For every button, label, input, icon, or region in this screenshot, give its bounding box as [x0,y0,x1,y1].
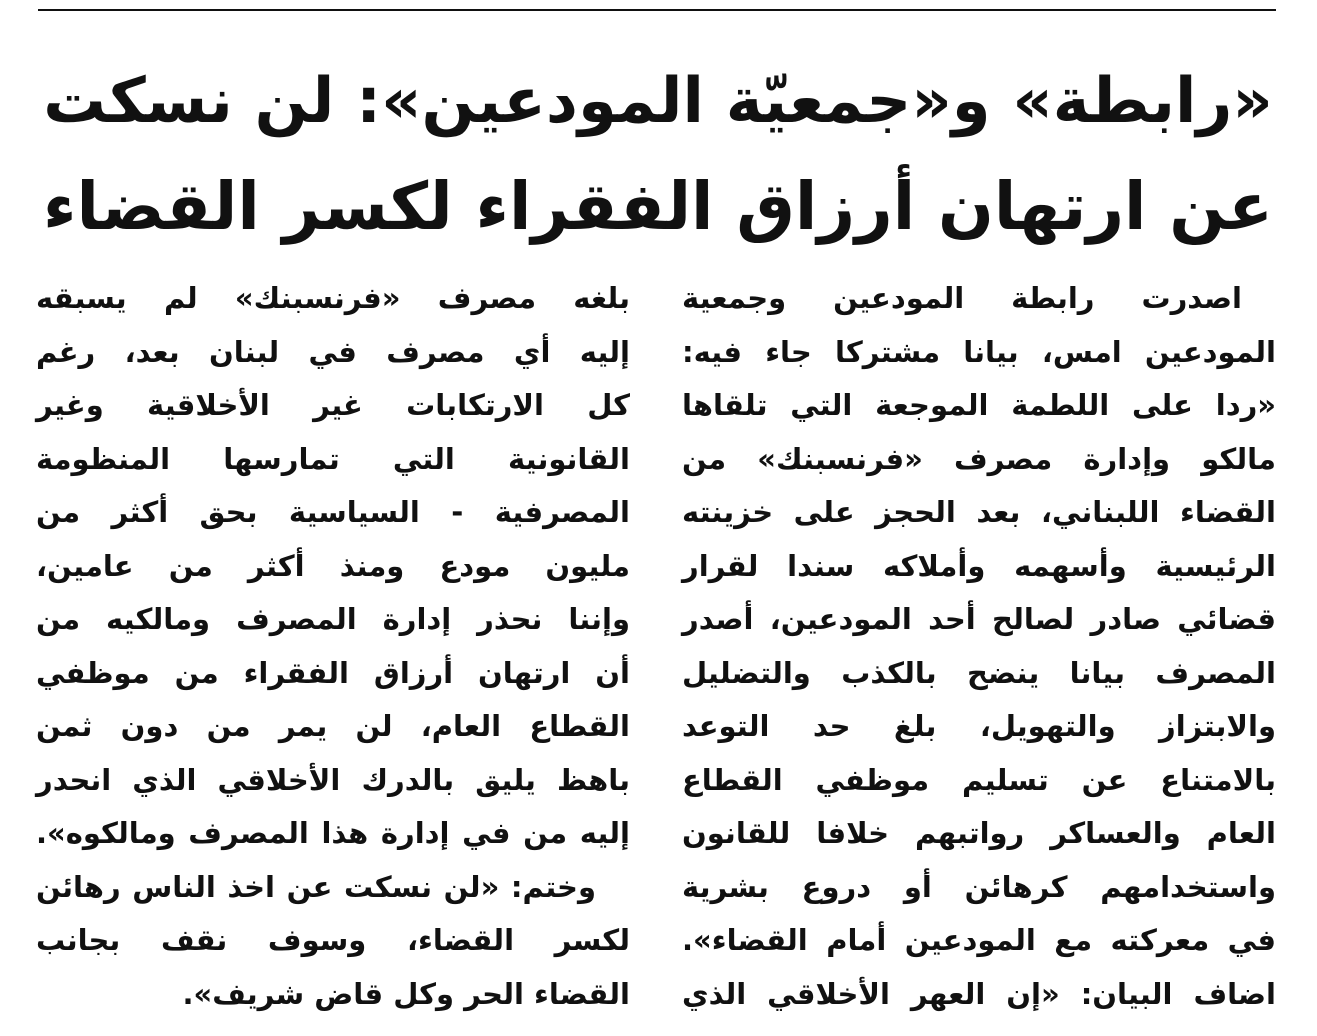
article-column-left [36,272,630,1021]
paragraph-line: أن ارتهان أرزاق الفقراء من موظفي [36,655,630,690]
headline-line-1: «رابطة» و«جمعيّة المودعين»: لن نسكت [43,64,1273,137]
paragraph-line: إليه من في إدارة هذا المصرف ومالكوه». [36,816,630,850]
headline-line-2: عن ارتهان أرزاق الفقراء لكسر القضاء [43,169,1273,245]
paragraph-line: واستخدامهم كرهائن أو دروع بشرية [682,869,1276,904]
paragraph-line: المصرفية - السياسية بحق أكثر من [36,495,630,529]
top-divider-rule [38,9,1276,11]
paragraph-line: كل الارتكابات غير الأخلاقية وغير [36,388,630,422]
paragraph-line: القطاع العام، لن يمر من دون ثمن [36,709,630,743]
paragraph-line: بلغه مصرف «فرنسبنك» لم يسبقه [36,281,630,315]
paragraph-line: إليه أي مصرف في لبنان بعد، رغم [36,334,630,369]
paragraph-line: القضاء اللبناني، بعد الحجز على خزينته [682,495,1276,529]
paragraph-line: مليون مودع ومنذ أكثر من عامين، [36,548,630,583]
paragraph-line: الرئيسية وأسهمه وأملاكه سندا لقرار [682,548,1276,583]
paragraph-line: مالكو وإدارة مصرف «فرنسبنك» من [682,441,1276,476]
paragraph-line: وختم: «لن نسكت عن اخذ الناس رهائن [36,869,596,904]
article-body [36,272,1276,1032]
article-column-right [682,272,1276,1021]
article-headline [40,48,1276,260]
paragraph-line: والابتزاز والتهويل، بلغ حد التوعد [682,709,1276,743]
paragraph-line: وإننا نحذر إدارة المصرف ومالكيه من [36,602,630,636]
paragraph-line: بالامتناع عن تسليم موظفي القطاع [682,762,1276,797]
paragraph-line: اضاف البيان: «إن العهر الأخلاقي الذي [682,976,1276,1011]
paragraph-line: المودعين امس، بيانا مشتركا جاء فيه: [682,334,1276,369]
paragraph-line: قضائي صادر لصالح أحد المودعين، أصدر [682,602,1276,636]
paragraph-line: القانونية التي تمارسها المنظومة [36,441,630,476]
paragraph-line: في معركته مع المودعين أمام القضاء». [682,923,1276,957]
paragraph-line: العام والعساكر رواتبهم خلافا للقانون [682,816,1276,850]
paragraph-line: «ردا على اللطمة الموجعة التي تلقاها [682,388,1276,422]
paragraph-line: لكسر القضاء، وسوف نقف بجانب [36,923,630,957]
paragraph-line: باهظ يليق بالدرك الأخلاقي الذي انحدر [36,762,630,797]
paragraph-line: اصدرت رابطة المودعين وجمعية [682,281,1242,315]
paragraph-line: المصرف بيانا ينضح بالكذب والتضليل [682,655,1276,690]
paragraph-line: القضاء الحر وكل قاض شريف». [182,976,630,1011]
